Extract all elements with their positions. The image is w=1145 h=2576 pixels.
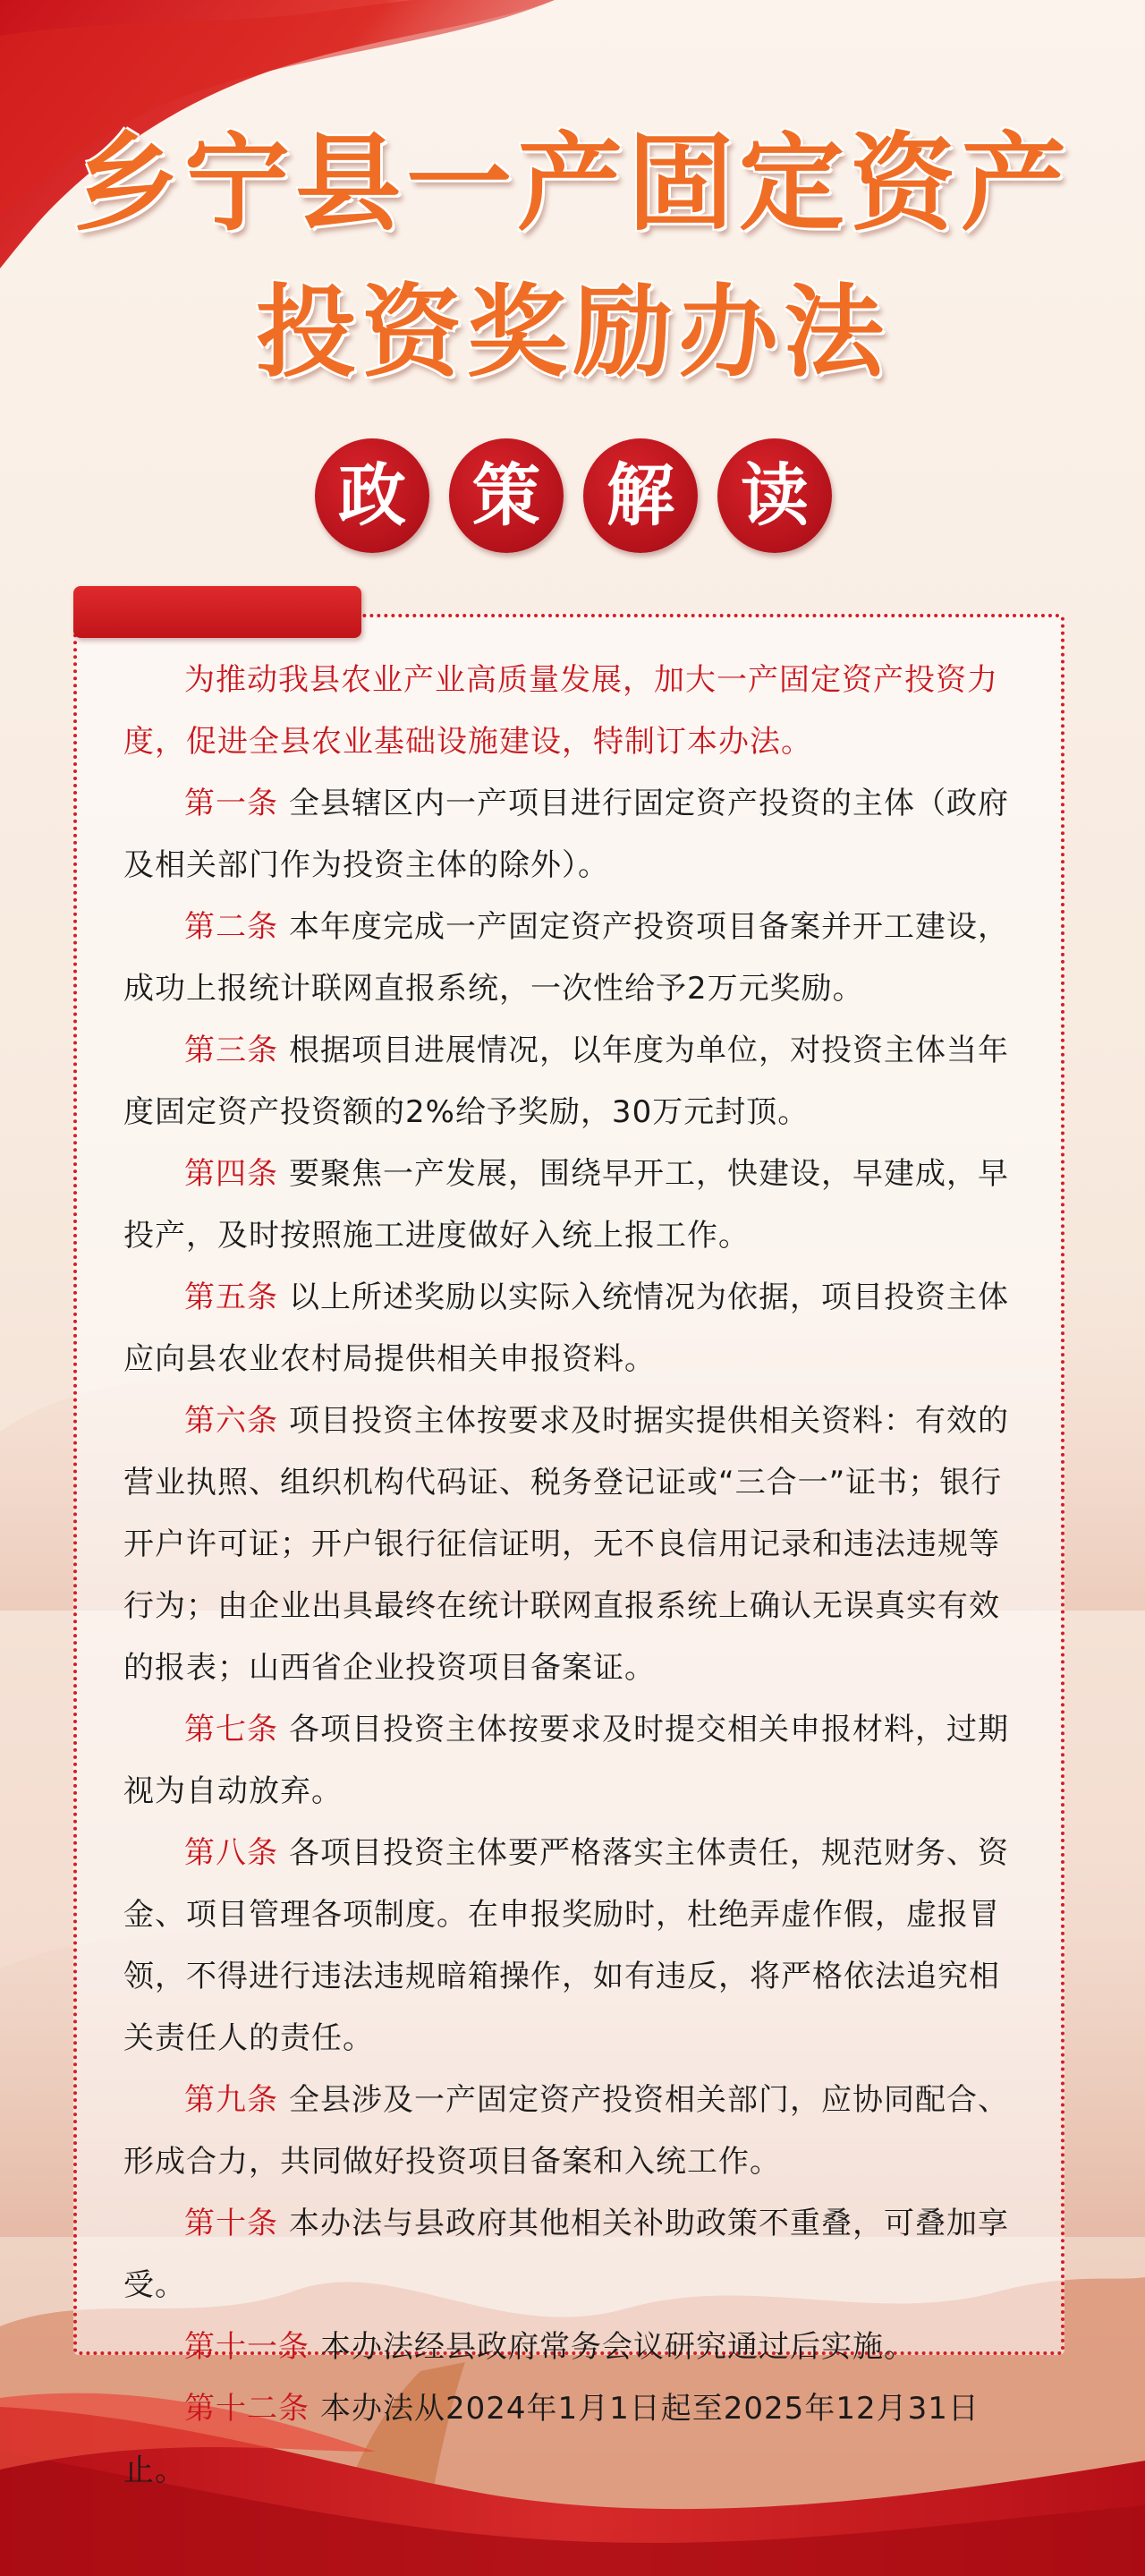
article-text: 全县辖区内一产项目进行固定资产投资的主体（政府及相关部门作为投资主体的除外）。: [123, 786, 1009, 883]
article-10: [123, 2193, 1030, 2317]
intro-paragraph: 为推动我县农业产业高质量发展，加大一产固定资产投资力度，促进全县农业基础设施建设，特制订本办法。: [123, 662, 998, 760]
article-label: 第三条: [184, 1033, 278, 1068]
subtitle-char-2: 策: [449, 438, 564, 553]
article-text: 本年度完成一产固定资产投资项目备案并开工建设，成功上报统计联网直报系统，一次性给予2万元奖励。: [123, 909, 1009, 1007]
article-11: [123, 2317, 1030, 2378]
subtitle-char-4: 读: [717, 438, 832, 553]
article-text: 本办法经县政府常务会议研究通过后实施。: [320, 2329, 915, 2365]
article-9: [123, 2070, 1030, 2193]
article-1: [123, 773, 1030, 897]
article-text: 各项目投资主体按要求及时提交相关申报材料，过期视为自动放弃。: [123, 1712, 1009, 1809]
article-label: 第十二条: [184, 2391, 310, 2427]
article-label: 第九条: [184, 2082, 278, 2118]
article-text: 项目投资主体按要求及时据实提供相关资料：有效的营业执照、组织机构代码证、税务登记证或“三合一”证书；银行开户许可证；开户银行征信证明，无不良信用记录和违法违规等行为；由企业出具最终在统计联网直报系统上确认无误真实有效的报表；山西省企业投资项目备案证。: [123, 1403, 1009, 1686]
page-title-line1: 乡宁县一产固定资产: [72, 122, 1072, 245]
article-label: 第六条: [184, 1403, 278, 1439]
article-label: 第二条: [184, 909, 278, 945]
policy-content-box: [73, 614, 1064, 2488]
article-text: 根据项目进展情况，以年度为单位，对投资主体当年度固定资产投资额的2%给予奖励，30万元封顶。: [123, 1033, 1009, 1130]
article-3: [123, 1020, 1030, 1143]
article-6: [123, 1390, 1030, 1699]
article-text: 本办法从2024年1月1日起至2025年12月31日止。: [123, 2391, 980, 2488]
article-8: [123, 1823, 1030, 2070]
article-label: 第五条: [184, 1279, 278, 1315]
subtitle-char-3: 解: [583, 438, 698, 553]
subtitle-circles: [315, 438, 834, 555]
article-label: 第一条: [184, 786, 278, 821]
article-label: 第八条: [184, 1835, 278, 1871]
subtitle-char-1: 政: [315, 438, 429, 553]
article-label: 第十一条: [184, 2329, 310, 2365]
article-5: [123, 1267, 1030, 1390]
article-text: 以上所述奖励以实际入统情况为依据，项目投资主体应向县农业农村局提供相关申报资料。: [123, 1279, 1009, 1377]
article-text: 本办法与县政府其他相关补助政策不重叠，可叠加享受。: [123, 2206, 1009, 2303]
article-12: [123, 2378, 1030, 2502]
page-title-line2: 投资奖励办法: [256, 275, 889, 391]
article-7: [123, 1699, 1030, 1823]
article-2: [123, 897, 1030, 1020]
article-label: 第十条: [184, 2206, 278, 2241]
article-label: 第四条: [184, 1156, 278, 1192]
article-text: 要聚焦一产发展，围绕早开工，快建设，早建成，早投产，及时按照施工进度做好入统上报工作。: [123, 1156, 1009, 1254]
article-label: 第七条: [184, 1712, 278, 1747]
article-text: 各项目投资主体要严格落实主体责任，规范财务、资金、项目管理各项制度。在申报奖励时，杜绝弄虚作假，虚报冒领，不得进行违法违规暗箱操作，如有违反，将严格依法追究相关责任人的责任。: [123, 1835, 1009, 2056]
article-text: 全县涉及一产固定资产投资相关部门，应协同配合、形成合力，共同做好投资项目备案和入统工作。: [123, 2082, 1009, 2180]
section-header-bar: [73, 586, 361, 638]
article-4: [123, 1143, 1030, 1267]
